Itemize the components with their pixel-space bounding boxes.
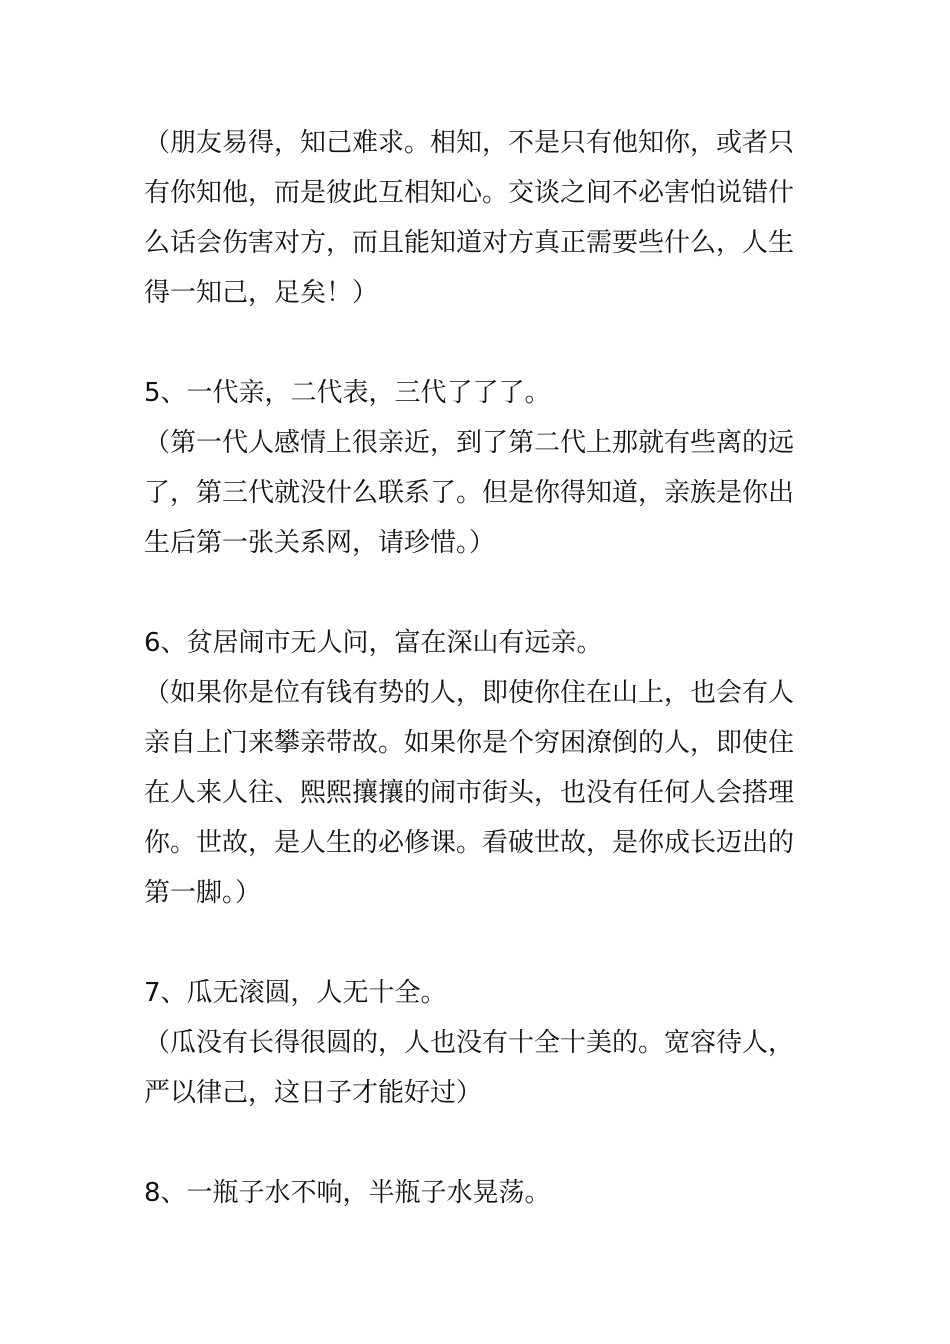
proverb-heading: 8、一瓶子水不响，半瓶子水晃荡。 [144,1178,551,1208]
text-line: 第一脚。） [144,878,262,908]
document-body [144,118,810,1218]
proverb-item-5 [144,368,810,568]
paragraph-spacer [144,918,810,968]
proverb-heading: 5、一代亲，二代表，三代了了了。 [144,378,551,408]
text-line: 在人来人往、熙熙攘攘的闹市街头，也没有任何人会搭理 [144,778,795,808]
text-line: （朋友易得，知己难求。相知，不是只有他知你，或者只 [144,128,795,158]
text-line: （如果你是位有钱有势的人，即使你住在山上，也会有人 [144,678,795,708]
text-line: 了，第三代就没什么联系了。但是你得知道，亲族是你出 [144,478,795,508]
proverb-heading: 6、贫居闹市无人问，富在深山有远亲。 [144,628,603,658]
text-line: 么话会伤害对方，而且能知道对方真正需要些什么，人生 [144,228,795,258]
text-line: （第一代人感情上很亲近，到了第二代上那就有些离的远 [144,428,795,458]
paragraph-spacer [144,318,810,368]
proverb-heading: 7、瓜无滚圆，人无十全。 [144,978,447,1008]
paragraph-zhiji-explanation [144,118,810,318]
text-line: 你。世故，是人生的必修课。看破世故，是你成长迈出的 [144,828,795,858]
proverb-item-6 [144,618,810,918]
proverb-item-8 [144,1168,810,1218]
text-line: 得一知己，足矣！） [144,278,379,308]
proverb-item-7 [144,968,810,1118]
paragraph-spacer [144,1118,810,1168]
paragraph-spacer [144,568,810,618]
text-line: 严以律己，这日子才能好过） [144,1078,483,1108]
text-line: （瓜没有长得很圆的，人也没有十全十美的。宽容待人， [144,1028,795,1058]
text-line: 生后第一张关系网，请珍惜。） [144,528,496,558]
text-line: 亲自上门来攀亲带故。如果你是个穷困潦倒的人，即使住 [144,728,795,758]
text-line: 有你知他，而是彼此互相知心。交谈之间不必害怕说错什 [144,178,795,208]
